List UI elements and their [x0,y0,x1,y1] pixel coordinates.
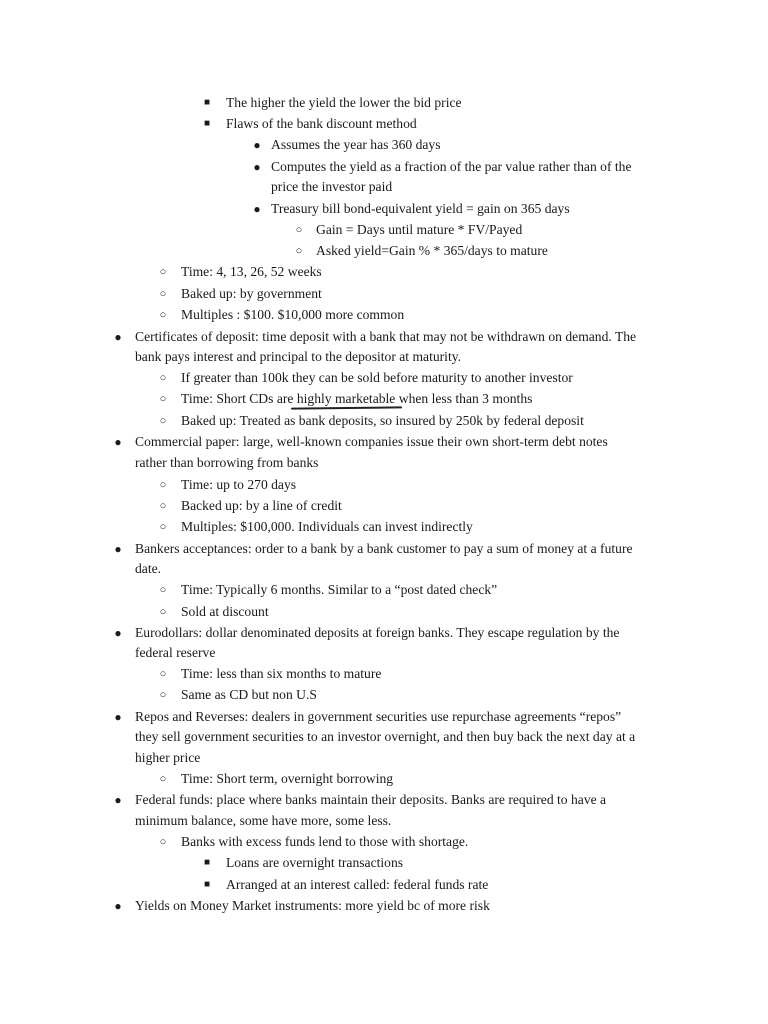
list-item: Asked yield=Gain % * 365/days to mature [316,243,548,258]
list-item: Sold at discount [181,604,269,619]
bullet-circle: ○ [159,266,167,278]
bullet-circle: ○ [159,415,167,427]
list-item: Time: up to 270 days [181,477,297,492]
list-item: Repos and Reverses: dealers in government securities use repurchase agreements “repos” [135,709,622,724]
list-item: If greater than 100k they can be sold before maturity to another investor [181,370,573,385]
bullet-circle: ○ [159,606,167,618]
bullet-circle: ○ [295,224,303,236]
list-item: Arranged at an interest called: federal funds rate [226,877,489,892]
bullet-disc: ● [114,330,122,344]
text-segment: Time: Short CDs are [181,391,294,406]
list-item: Baked up: Treated as bank deposits, so insured by 250k by federal deposit [181,413,584,428]
bullet-disc: ● [114,793,122,807]
bullet-disc: ● [114,899,122,913]
bullet-circle: ○ [159,479,167,491]
list-item-continuation: price the investor paid [271,179,393,194]
bullet-circle: ○ [159,521,167,533]
list-item: Treasury bill bond-equivalent yield = gain on 365 days [271,201,570,216]
list-item: Certificates of deposit: time deposit with a bank that may not be withdrawn on demand. The [135,329,637,344]
bullet-circle: ○ [159,773,167,785]
list-item: Federal funds: place where banks maintain their deposits. Banks are required to have a [135,792,607,807]
bullet-disc: ● [253,202,261,216]
list-item-continuation: minimum balance, some have more, some less. [135,813,392,828]
bullet-square: ■ [203,857,211,868]
list-item-continuation: higher price [135,750,201,765]
list-item-continuation: bank pays interest and principal to the depositor at maturity. [135,349,462,364]
bullet-disc: ● [253,138,261,152]
list-item: The higher the yield the lower the bid price [226,95,462,110]
list-item: Bankers acceptances: order to a bank by a bank customer to pay a sum of money at a future [135,541,633,556]
list-item-continuation: date. [135,561,162,576]
bullet-circle: ○ [159,372,167,384]
bullet-disc: ● [114,542,122,556]
list-item: Multiples : $100. $10,000 more common [181,307,405,322]
bullet-disc: ● [253,160,261,174]
list-item: Baked up: by government [181,286,322,301]
bullet-square: ■ [203,879,211,890]
list-item: Multiples: $100,000. Individuals can invest indirectly [181,519,473,534]
list-item: Banks with excess funds lend to those with shortage. [181,834,469,849]
bullet-circle: ○ [159,584,167,596]
list-item-continuation: federal reserve [135,645,216,660]
bullet-circle: ○ [159,309,167,321]
bullet-square: ■ [203,118,211,129]
bullet-circle: ○ [159,836,167,848]
list-item: Loans are overnight transactions [226,855,404,870]
bullet-circle: ○ [159,393,167,405]
list-item: Computes the yield as a fraction of the par value rather than of the [271,159,632,174]
list-item: Assumes the year has 360 days [271,137,441,152]
list-item: Yields on Money Market instruments: more yield bc of more risk [135,898,490,913]
bullet-circle: ○ [295,245,303,257]
list-item: Time: less than six months to mature [181,666,382,681]
list-item: Flaws of the bank discount method [226,116,417,131]
bullet-disc: ● [114,435,122,449]
text-segment: when less than 3 months [398,391,533,406]
list-item: Gain = Days until mature * FV/Payed [316,222,523,237]
list-item: Time: 4, 13, 26, 52 weeks [181,264,322,279]
bullet-circle: ○ [159,689,167,701]
list-item: Time: Typically 6 months. Similar to a “post dated check” [181,582,498,597]
bullet-circle: ○ [159,500,167,512]
bullet-circle: ○ [159,668,167,680]
list-item-continuation: rather than borrowing from banks [135,455,319,470]
list-item: Eurodollars: dollar denominated deposits at foreign banks. They escape regulation by the [135,625,620,640]
handwritten-underline: highly marketable [293,389,398,409]
list-item: Commercial paper: large, well-known companies issue their own short-term debt notes [135,434,608,449]
bullet-disc: ● [114,710,122,724]
list-item-continuation: they sell government securities to an investor overnight, and then buy back the next day at a [135,729,636,744]
bullet-square: ■ [203,97,211,108]
list-item [181,389,532,409]
bullet-circle: ○ [159,288,167,300]
bullet-disc: ● [114,626,122,640]
list-item: Time: Short term, overnight borrowing [181,771,394,786]
list-item: Backed up: by a line of credit [181,498,342,513]
list-item: Same as CD but non U.S [181,687,317,702]
